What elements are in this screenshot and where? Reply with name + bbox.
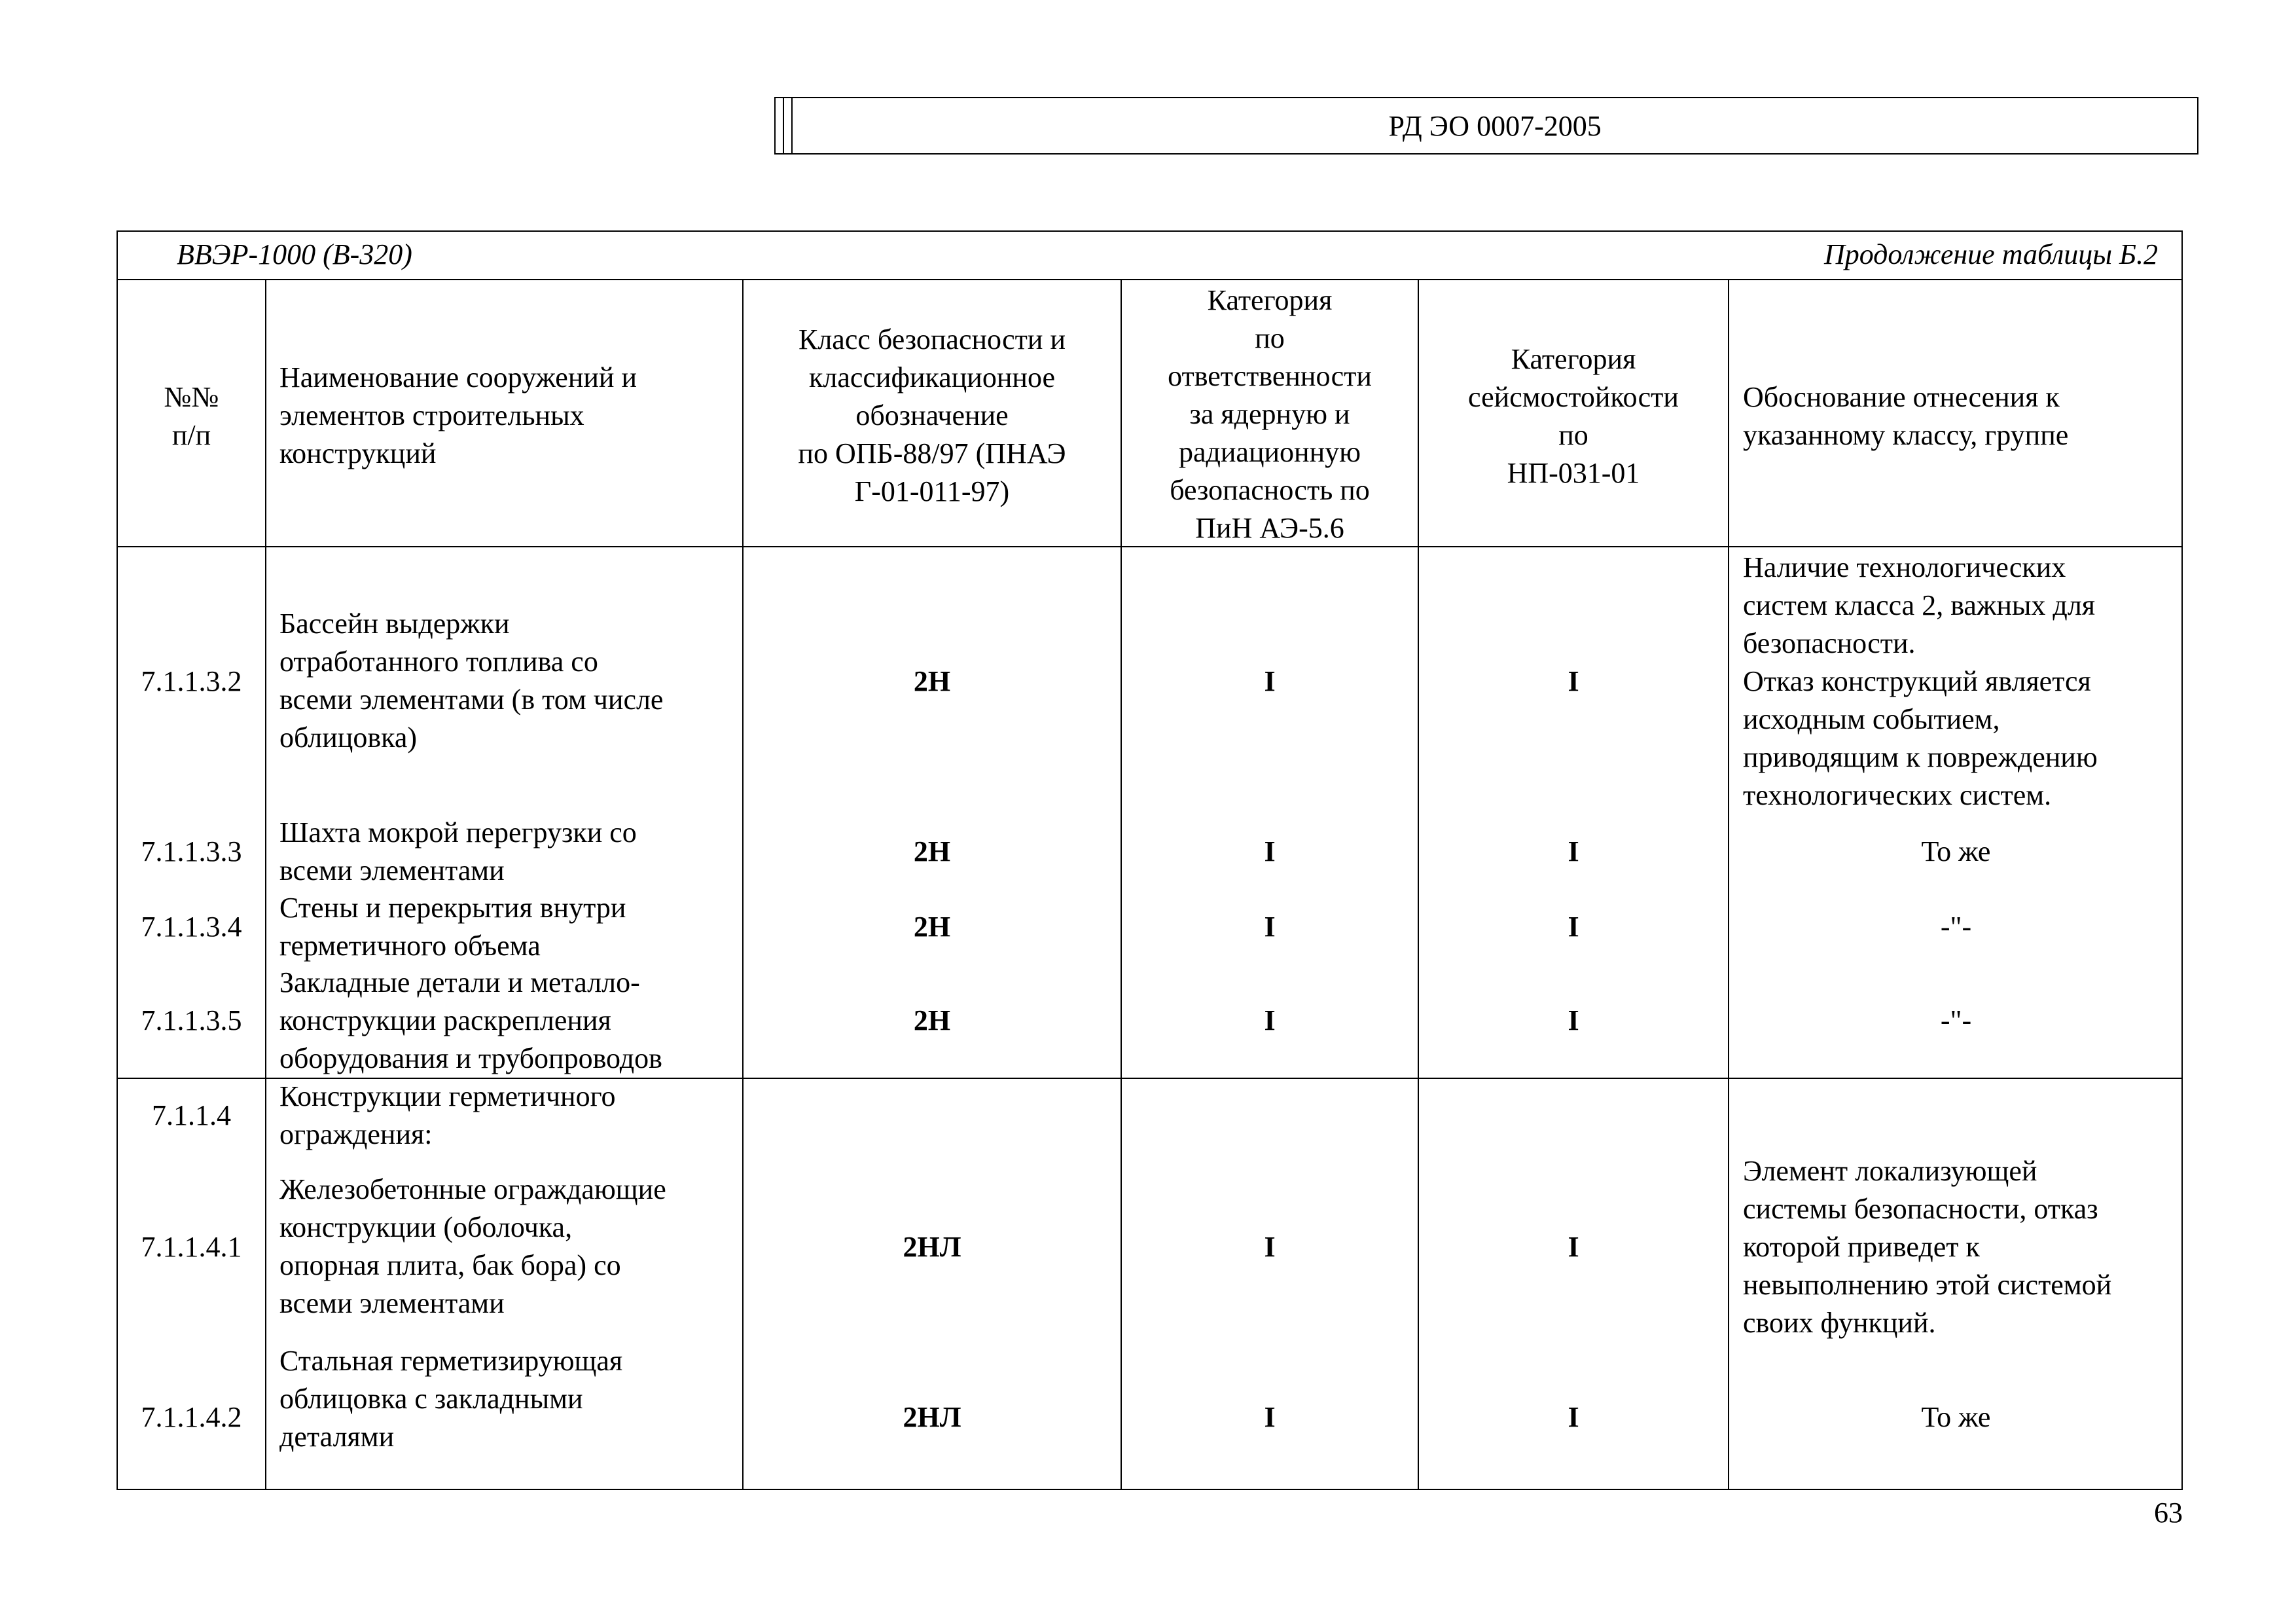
row-safety-class: 2Н bbox=[913, 1004, 951, 1036]
row-responsibility: I bbox=[1264, 1231, 1276, 1263]
col-divider-5 bbox=[1728, 279, 1729, 1489]
row-safety-class: 2Н bbox=[913, 665, 951, 697]
row-responsibility: I bbox=[1264, 911, 1276, 943]
row-seismic: I bbox=[1568, 1231, 1579, 1263]
row-seismic: I bbox=[1568, 665, 1579, 697]
row-responsibility: I bbox=[1264, 1401, 1276, 1433]
col-header-name: Наименование сооружений и элементов строительных конструкций bbox=[279, 361, 637, 469]
row-number: 7.1.1.4.2 bbox=[141, 1401, 242, 1433]
header-cell-2 bbox=[783, 98, 792, 154]
header-cell-1 bbox=[775, 98, 783, 154]
row-justification: То же bbox=[1921, 835, 1991, 867]
col-header-justification: Обоснование отнесения к указанному классу, группе bbox=[1743, 381, 2069, 451]
row-number: 7.1.1.3.4 bbox=[141, 911, 242, 943]
row-number: 7.1.1.3.2 bbox=[141, 665, 242, 697]
row-name: Бассейн выдержки отработанного топлива со всеми элементами (в том числе облицовка) bbox=[279, 608, 664, 754]
row-responsibility: I bbox=[1264, 835, 1276, 867]
row-name: Закладные детали и металло- конструкции раскрепления оборудования и трубопроводов bbox=[279, 966, 662, 1074]
row-safety-class: 2НЛ bbox=[903, 1401, 961, 1433]
row-number: 7.1.1.3.3 bbox=[141, 835, 242, 867]
row-seismic: I bbox=[1568, 1401, 1579, 1433]
row-justification: То же bbox=[1921, 1401, 1991, 1433]
row-safety-class: 2Н bbox=[913, 835, 951, 867]
row-safety-class: 2Н bbox=[913, 911, 951, 943]
col-header-num: №№ п/п bbox=[164, 381, 219, 451]
row-justification: Наличие технологических систем класса 2, важных для безопасности. Отказ конструкций является исходным событием, приводящим к повреждению технологических систем. bbox=[1743, 551, 2098, 811]
row-safety-class: 2НЛ bbox=[903, 1231, 961, 1263]
row-name: Железобетонные ограждающие конструкции (оболочка, опорная плита, бак бора) со всеми элементами bbox=[279, 1173, 666, 1319]
row-name: Стальная герметизирующая облицовка с закладными деталями bbox=[279, 1345, 623, 1453]
row-number: 7.1.1.4.1 bbox=[141, 1231, 242, 1263]
classification-table bbox=[117, 230, 2183, 1490]
row-justification: -"- bbox=[1940, 1004, 1972, 1036]
row-name: Стены и перекрытия внутри герметичного объема bbox=[279, 892, 626, 962]
row-responsibility: I bbox=[1264, 665, 1276, 697]
row-name: Шахта мокрой перегрузки со всеми элементами bbox=[279, 816, 637, 886]
row-number: 7.1.1.4 bbox=[152, 1099, 231, 1131]
row-seismic: I bbox=[1568, 1004, 1579, 1036]
row-seismic: I bbox=[1568, 911, 1579, 943]
col-header-safety-class: Класс безопасности и классификационное обозначение по ОПБ-88/97 (ПНАЭ Г-01-011-97) bbox=[798, 323, 1066, 507]
col-header-responsibility: Категория по ответственности за ядерную и радиационную безопасность по ПиН АЭ-5.6 bbox=[1168, 284, 1372, 544]
row-number: 7.1.1.3.5 bbox=[141, 1004, 242, 1036]
row-responsibility: I bbox=[1264, 1004, 1276, 1036]
row-justification: Элемент локализующей системы безопасности, отказ которой приведет к невыполнению этой системой своих функций. bbox=[1743, 1155, 2112, 1339]
col-divider-1 bbox=[265, 279, 266, 1489]
page-number: 63 bbox=[2154, 1497, 2183, 1529]
col-header-seismic: Категория сейсмостойкости по НП-031-01 bbox=[1468, 343, 1679, 489]
table-caption-left: ВВЭР-1000 (В-320) bbox=[177, 238, 412, 270]
table-caption-right: Продолжение таблицы Б.2 bbox=[1823, 238, 2158, 270]
caption-divider bbox=[118, 279, 2181, 280]
row-seismic: I bbox=[1568, 835, 1579, 867]
row-justification: -"- bbox=[1940, 911, 1972, 943]
document-header bbox=[774, 97, 2198, 155]
document-code: РД ЭО 0007-2005 bbox=[792, 98, 2198, 154]
row-name: Конструкции герметичного ограждения: bbox=[279, 1080, 616, 1150]
